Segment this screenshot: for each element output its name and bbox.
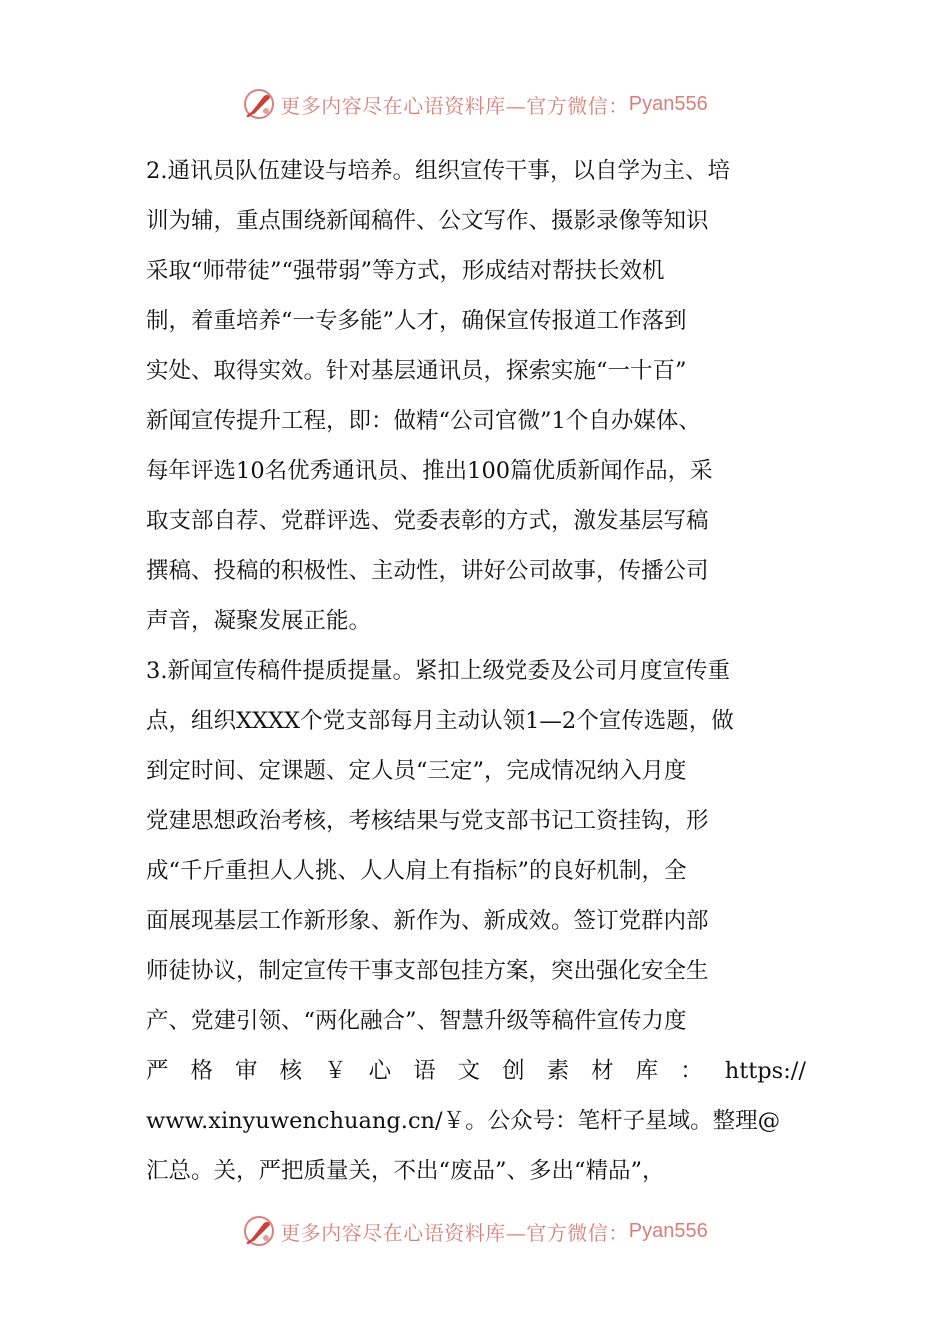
text-line: 撰稿、投稿的积极性、主动性，讲好公司故事，传播公司 [146, 558, 709, 584]
quill-logo-icon [242, 1214, 276, 1248]
text-line-spread [146, 1046, 806, 1096]
spread-char: 格 [190, 1058, 214, 1084]
spread-char: 库 [635, 1058, 659, 1084]
text-line: 采取“师带徒”“强带弱”等方式，形成结对帮扶长效机 [146, 258, 665, 284]
spread-char: ￥ [324, 1058, 347, 1084]
text-line: 声音，凝聚发展正能。 [146, 608, 372, 634]
quill-logo-icon [242, 87, 276, 121]
spread-char: 材 [591, 1058, 614, 1084]
text-line: 汇总。关，严把质量关，不出“废品”、多出“精品”， [146, 1158, 665, 1184]
banner-text: 更多内容尽在心语资料库—官方微信： [280, 1220, 629, 1245]
banner-contact: Pyan556 [628, 92, 708, 115]
text-line: 2.通讯员队伍建设与培养。组织宣传干事，以自学为主、培 [146, 158, 730, 184]
spread-char: 心 [368, 1058, 392, 1084]
text-line: 取支部自荐、党群评选、党委表彰的方式，激发基层写稿 [146, 508, 709, 534]
text-line: 成“千斤重担人人挑、人人肩上有指标”的良好机制，全 [146, 858, 687, 884]
text-line: 点，组织XXXX个党支部每月主动认领1—2个宣传选题，做 [146, 708, 734, 734]
footer-watermark-banner [0, 1211, 950, 1251]
text-line: 到定时间、定课题、定人员“三定”，完成情况纳入月度 [146, 758, 687, 784]
spread-char: 素 [546, 1058, 570, 1084]
banner-contact: Pyan556 [628, 1219, 708, 1242]
text-line: 训为辅，重点围绕新闻稿件、公文写作、摄影录像等知识 [146, 208, 709, 234]
spread-char: 严 [146, 1058, 169, 1084]
spread-char: 文 [457, 1058, 481, 1084]
header-watermark-banner [0, 84, 950, 124]
text-line: 产、党建引领、“两化融合”、智慧升级等稿件宣传力度 [146, 1008, 687, 1034]
spread-char: 核 [279, 1058, 303, 1084]
spread-char: 审 [235, 1058, 258, 1084]
spread-char: 语 [413, 1058, 436, 1084]
spread-char: ： [680, 1058, 703, 1084]
text-line: 制，着重培养“一专多能”人才，确保宣传报道工作落到 [146, 308, 687, 334]
text-line: 实处、取得实效。针对基层通讯员，探索实施“一十百” [146, 358, 687, 384]
text-line: 每年评选10名优秀通讯员、推出100篇优质新闻作品，采 [146, 458, 713, 484]
spread-char: 创 [502, 1058, 525, 1084]
text-line: 面展现基层工作新形象、新作为、新成效。签订党群内部 [146, 908, 709, 934]
document-body [146, 146, 806, 1196]
text-line: 师徒协议，制定宣传干事支部包挂方案，突出强化安全生 [146, 958, 709, 984]
text-line: www.xinyuwenchuang.cn/￥。公众号：笔杆子星域。整理@ [146, 1108, 781, 1134]
text-line: 党建思想政治考核，考核结果与党支部书记工资挂钩，形 [146, 808, 709, 834]
text-line: 3.新闻宣传稿件提质提量。紧扣上级党委及公司月度宣传重 [146, 658, 730, 684]
banner-text: 更多内容尽在心语资料库—官方微信： [280, 93, 629, 118]
text-line: 新闻宣传提升工程，即：做精“公司官微”1个自办媒体、 [146, 408, 701, 434]
spread-url: https:// [724, 1058, 806, 1084]
